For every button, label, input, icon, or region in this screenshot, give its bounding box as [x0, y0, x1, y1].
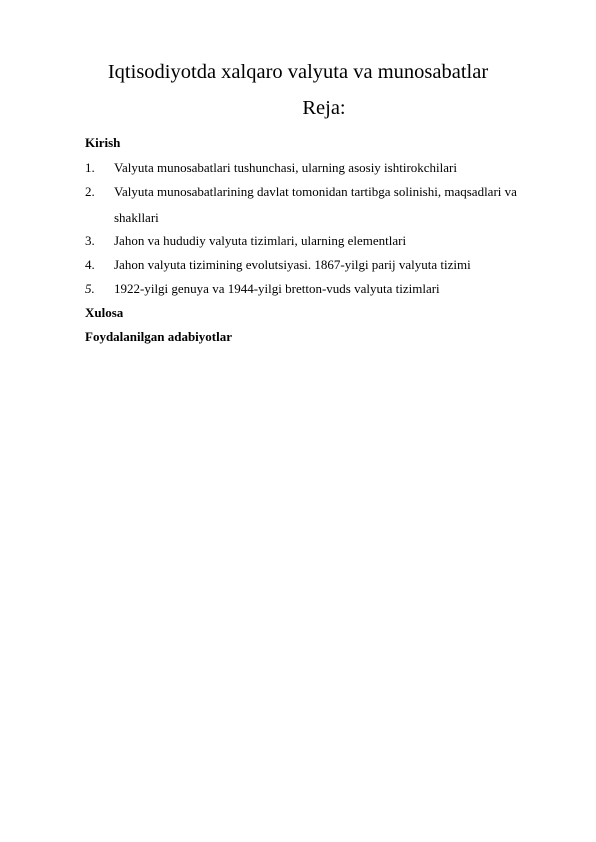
intro-heading: Kirish [85, 135, 121, 150]
plan-item-text: Valyuta munosabatlarining davlat tomonidan tartibga solinishi, maqsadlari va [114, 184, 517, 199]
plan-item-text-continuation: shakllari [114, 210, 159, 225]
plan-item-number: 3. [85, 233, 95, 248]
conclusion-heading: Xulosa [85, 305, 124, 320]
plan-item-number: 2. [85, 184, 95, 199]
plan-item-number: 5. [85, 281, 95, 296]
plan-item-text: Jahon valyuta tizimining evolutsiyasi. 1867-yilgi parij valyuta tizimi [114, 257, 471, 272]
plan-item-number: 1. [85, 160, 95, 175]
plan-item-number: 4. [85, 257, 95, 272]
references-heading: Foydalanilgan adabiyotlar [85, 329, 232, 344]
plan-item-text: Jahon va hududiy valyuta tizimlari, ularning elementlari [114, 233, 407, 248]
plan-item-text: 1922-yilgi genuya va 1944-yilgi bretton-vuds valyuta tizimlari [114, 281, 440, 296]
document-title: Iqtisodiyotda xalqaro valyuta va munosabatlar [107, 61, 489, 83]
plan-item-text: Valyuta munosabatlari tushunchasi, ularning asosiy ishtirokchilari [114, 160, 457, 175]
plan-heading: Reja: [302, 97, 346, 119]
